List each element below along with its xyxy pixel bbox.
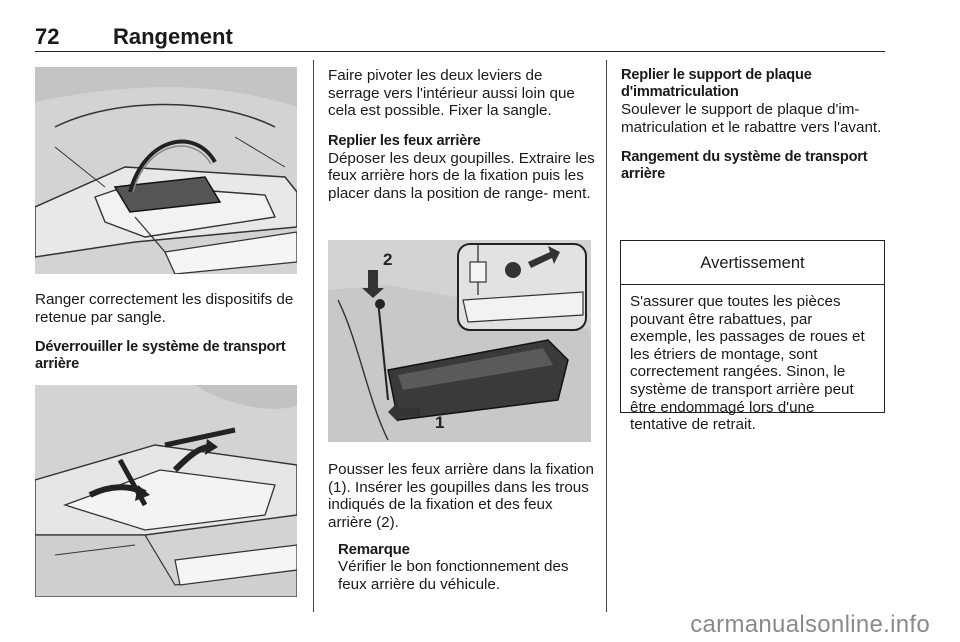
warning-title: Avertissement: [621, 241, 884, 285]
warning-box: [620, 240, 885, 434]
column-2-text-bottom: [328, 461, 596, 594]
levers-illustration: [35, 385, 297, 597]
note-title: Remarque: [338, 541, 410, 559]
figure-unlock-levers: [35, 385, 297, 597]
after-figure-text: Pousser les feux arrière dans la fixation (1). Insérer les goupilles dans les trous indiqués de la fixation et des feux arrière (2).: [328, 461, 594, 531]
chapter-title: Rangement: [113, 24, 233, 49]
taillight-steps: Déposer les deux goupilles. Extraire les feux arrière hors de la fixation puis les placer dans la position de range- ment.: [328, 149, 595, 202]
heading-fold-taillights: Replier les feux arrière: [328, 132, 481, 149]
figure-label-1: 1: [435, 413, 445, 432]
figure-label-2: 2: [383, 250, 393, 269]
intro-levers: Faire pivoter les deux leviers de serrage vers l'intérieur aussi loin que cela est possible. Fixer la sangle.: [328, 67, 575, 120]
page-header: [35, 22, 885, 52]
straps-illustration: [35, 67, 297, 274]
caption-retention: Ranger correctement les dispositifs de retenue par sangle.: [35, 291, 294, 326]
column-1-text: [35, 291, 300, 373]
figure-taillights: [328, 240, 591, 442]
column-2-text-top: [328, 67, 596, 203]
heading-plate-support: Replier le support de plaque d'immatriculation: [621, 67, 812, 100]
heading-store-carrier: Rangement du système de transport arrière: [621, 149, 868, 183]
column-divider-2: [606, 60, 607, 612]
watermark: carmanualsonline.info: [690, 611, 930, 638]
figure-retention-straps: [35, 67, 297, 274]
plate-support-text: Soulever le support de plaque d'im- matriculation et le rabattre vers l'avant.: [621, 101, 882, 136]
warning-body: S'assurer que toutes les pièces pouvant être rabattues, par exemple, les passages de roues et les étriers de montage, sont correctement rangées. Sinon, le système de transport arrière peut être endommagé lors d'une tentative de retrait.: [630, 293, 865, 434]
note-text: Vérifier le bon fonctionnement des feux arrière du véhicule.: [338, 558, 569, 593]
taillights-illustration: [328, 240, 591, 442]
column-3-text: [621, 67, 885, 183]
heading-unlock-carrier: Déverrouiller le système de transport arrière: [35, 339, 286, 373]
note-box: [338, 541, 596, 593]
page-number: 72: [35, 24, 60, 49]
column-divider-1: [313, 60, 314, 612]
